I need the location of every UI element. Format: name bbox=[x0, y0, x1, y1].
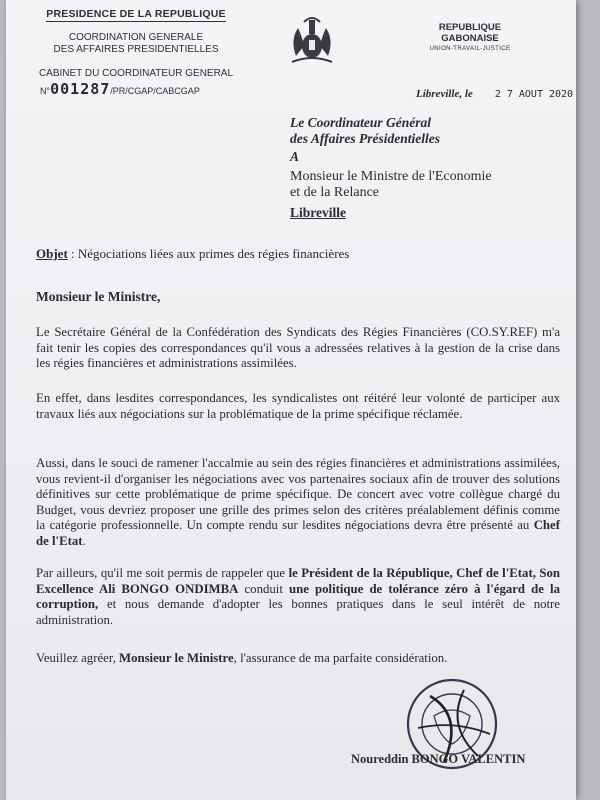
subject-line bbox=[36, 246, 349, 262]
presidence-heading: PRESIDENCE DE LA REPUBLIQUE bbox=[46, 8, 226, 20]
signatory-name: Noureddin BONGO VALENTIN bbox=[351, 752, 526, 766]
date-place: Libreville, le bbox=[416, 88, 473, 100]
subject-label: Objet bbox=[36, 246, 68, 261]
coat-of-arms-emblem bbox=[282, 16, 342, 66]
letterhead-right bbox=[410, 22, 530, 52]
letterhead-left bbox=[36, 4, 236, 79]
letter-page bbox=[6, 0, 576, 800]
date-stamp: 2 7 AOUT 2020 bbox=[494, 89, 574, 100]
republic-heading: REPUBLIQUE GABONAISE bbox=[438, 22, 502, 44]
coordination-heading: COORDINATION GENERALE DES AFFAIRES PRESIDENTIELLES bbox=[53, 32, 219, 55]
motto: UNION-TRAVAIL-JUSTICE bbox=[429, 46, 511, 52]
recipient-city: Libreville bbox=[290, 205, 346, 220]
closing-paragraph: Veuillez agréer, Monsieur le Ministre, l'assurance de ma parfaite considération. bbox=[36, 651, 448, 665]
ref-number-stamp: 001287 bbox=[50, 80, 111, 98]
recipient-line-2: et de la Relance bbox=[290, 185, 380, 200]
body-paragraph-3: Aussi, dans le souci de ramener l'accalmie au sein des régies financières et administrations assimilées, vous revient-il d'organiser les négociations avec vos partenaires sociaux afin de trouver des solutions définitives sur cette problématique de prime spécifique. De concert avec votre collègue chargé du Budget, vous devriez proposer une grille des primes selon des critères préalablement définis comme la catégorie professionnelle. Un compte rendu sur lesdites négociations devra être présenté au Chef de l'Etat. bbox=[36, 456, 560, 548]
reference-number: N°001287/PR/CGAP/CABCGAP bbox=[40, 80, 200, 98]
body-paragraph-2: En effet, dans lesdites correspondances, les syndicalistes ont réitéré leur volonté de participer aux travaux liés aux négociations sur la problématique de la prime spécifique réclamée. bbox=[36, 391, 560, 421]
cabinet-heading: CABINET DU COORDINATEUR GENERAL bbox=[38, 68, 234, 79]
salutation: Monsieur le Ministre, bbox=[36, 289, 161, 304]
recipient-line-1: Monsieur le Ministre de l'Economie bbox=[290, 169, 492, 184]
sender-line-2: des Affaires Présidentielles bbox=[290, 131, 440, 146]
sender-line-1: Le Coordinateur Général bbox=[290, 115, 432, 130]
to-marker: A bbox=[290, 149, 300, 164]
body-paragraph-4: Par ailleurs, qu'il me soit permis de rappeler que le Président de la République, Chef de l'Etat, Son Excellence Ali BONGO ONDIMBA conduit une politique de tolérance zéro à l'égard de la corruption, et nous demande d'adopter les bonnes pratiques dans le seul intérêt de notre administration. bbox=[36, 566, 560, 627]
date-line bbox=[416, 88, 573, 100]
subject-text: : Négociations liées aux primes des régies financières bbox=[67, 246, 350, 261]
address-block bbox=[290, 115, 492, 221]
body-paragraph-1: Le Secrétaire Général de la Confédération des Syndicats des Régies Financières (CO.SY.REF) m'a fait tenir les copies des correspondances qu'il vous a adressées relatives à la gestion de la crise dans les régies financières et administrations assimilées. bbox=[36, 325, 560, 371]
